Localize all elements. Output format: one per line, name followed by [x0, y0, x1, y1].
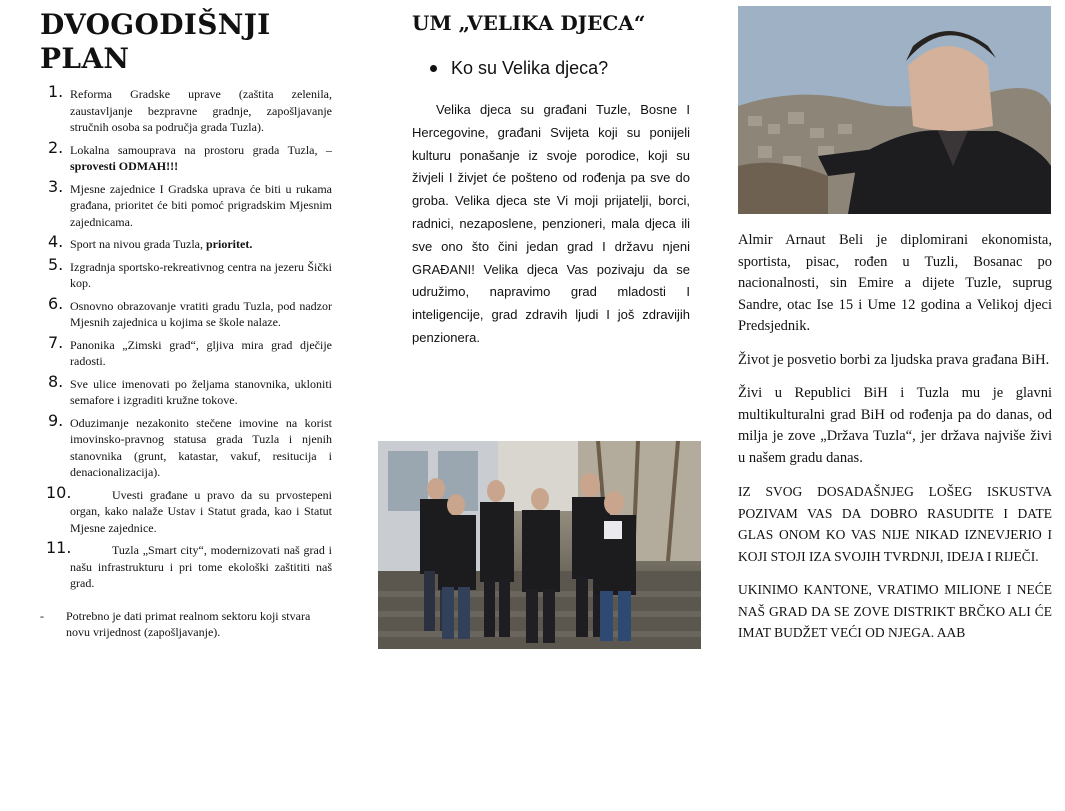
plan-item: 3. Mjesne zajednice I Gradska uprava će biti u rukama građana, prioritet će biti pomoć prigradskim Mjesnim zajednicama.	[48, 176, 332, 229]
plan-item: 1. Reforma Gradske uprave (zaštita zelenila, zaustavljanje bezpravne gradnje, zapošljavanje stručnih osoba sa područja grada Tuzla).	[48, 82, 332, 134]
plan-item: 6. Osnovno obrazovanje vratiti gradu Tuzla, pod nadzor Mjesnih zajednica u kojima se škole nalaze.	[48, 293, 332, 329]
group-photo	[378, 441, 701, 649]
bio-slogan: UKINIMO KANTONE, VRATIMO MILIONE I NEĆE NAŠ GRAD DA SE ZOVE DISTRIKT BRČKO ALI ĆE IMAT BUDŽET VEĆI OD NJEGA. AAB	[738, 582, 1052, 640]
plan-item: 11. Tuzla „Smart city“, modernizovati naš grad i našu infrastrukturu i pri tome ekološki zaštititi naš grad.	[46, 538, 332, 590]
plan-item: 7. Panonika „Zimski grad“, gljiva mira grad dječije radosti.	[48, 332, 332, 368]
plan-item: 8. Sve ulice imenovati po željama stanovnika, ukloniti semafore i izgraditi kružne tokove.	[48, 371, 332, 407]
bio-appeal: IZ SVOG DOSADAŠNJEG LOŠEG ISKUSTVA POZIVAM VAS DA DOBRO RASUDITE I DATE GLAS ONOM KO VAS NIJE NIKAD IZNEVJERIO I KOJI STOJI IZA SVOJIH TVRDNJI, IDEJA I RIJEČI.	[738, 484, 1052, 564]
um-column	[412, 0, 704, 363]
bio-paragraph: Život je posvetio borbi za ljudska prava građana BiH.	[738, 351, 1050, 368]
um-intro-text: Velika djeca su građani Tuzle, Bosne I Hercegovine, građani Svijeta koji su ponijeli kulturu ponašanje iz svoje porodice, koji su živjeli I živjet će pošteno od rođenja pa sve do groba. Velika djeca ste Vi moji prijatelji, borci, radnici, nezaposlene, penzioneri, mala djeca ili sve ono što čini jedan grad I državu njeni GRAĐANI! Velika djeca Vas pozivaju da se udružimo, napravimo grad mladosti I inteligencije, grad zdravih ljudi I još zdravijih penzionera.	[412, 102, 690, 345]
bio-paragraph: Živi u Republici BiH i Tuzla mu je glavni multikulturalni grad BiH od rođenja pa do danas, od milja je zove „Država Tuzla“, jer država najviše živi u našem gradu danas.	[738, 385, 1052, 466]
plan-item: 10. Uvesti građane u pravo da su prvostepeni organ, kako nalaže Ustav i Statut grada, kao i Statut Mjesne zajednice.	[46, 482, 332, 535]
um-title: UM „VELIKA DJECA“	[412, 11, 646, 35]
bio-paragraph: Almir Arnaut Beli je diplomirani ekonomista, sportista, pisac, rođen u Tuzli, Bosanac po nacionalnosti, sin Emire a dijete Tuzle, suprug Sandre, otac Ise 15 i Ume 12 godina a Velikoj djeci Predsjednik.	[738, 232, 1052, 334]
portrait-photo	[738, 6, 1051, 214]
bullet-icon	[430, 65, 437, 72]
plan-item: 9. Oduzimanje nezakonito stečene imovine na korist imovinsko-pravnog statusa grada Tuzla i njenih stanovnika (grunt, katastar, vakuf, resitucija i denacionalizacija).	[48, 410, 332, 479]
plan-list	[40, 82, 332, 592]
plan-note: - Potrebno je dati primat realnom sektoru koji stvara novu vrijednost (zapošljavanje).	[40, 608, 311, 639]
question-heading: Ko su Velika djeca?	[430, 58, 704, 79]
plan-item: 4. Sport na nivou grada Tuzla, prioritet.	[48, 232, 253, 251]
plan-title: DVOGODIŠNJI PLAN	[40, 8, 271, 75]
plan-column	[40, 0, 332, 641]
bio-column	[738, 230, 1052, 656]
plan-item: 2. Lokalna samouprava na prostoru grada Tuzla, – sprovesti ODMAH!!!	[48, 137, 332, 173]
plan-item: 5. Izgradnja sportsko-rekreativnog centra na jezeru Šički kop.	[48, 254, 332, 290]
